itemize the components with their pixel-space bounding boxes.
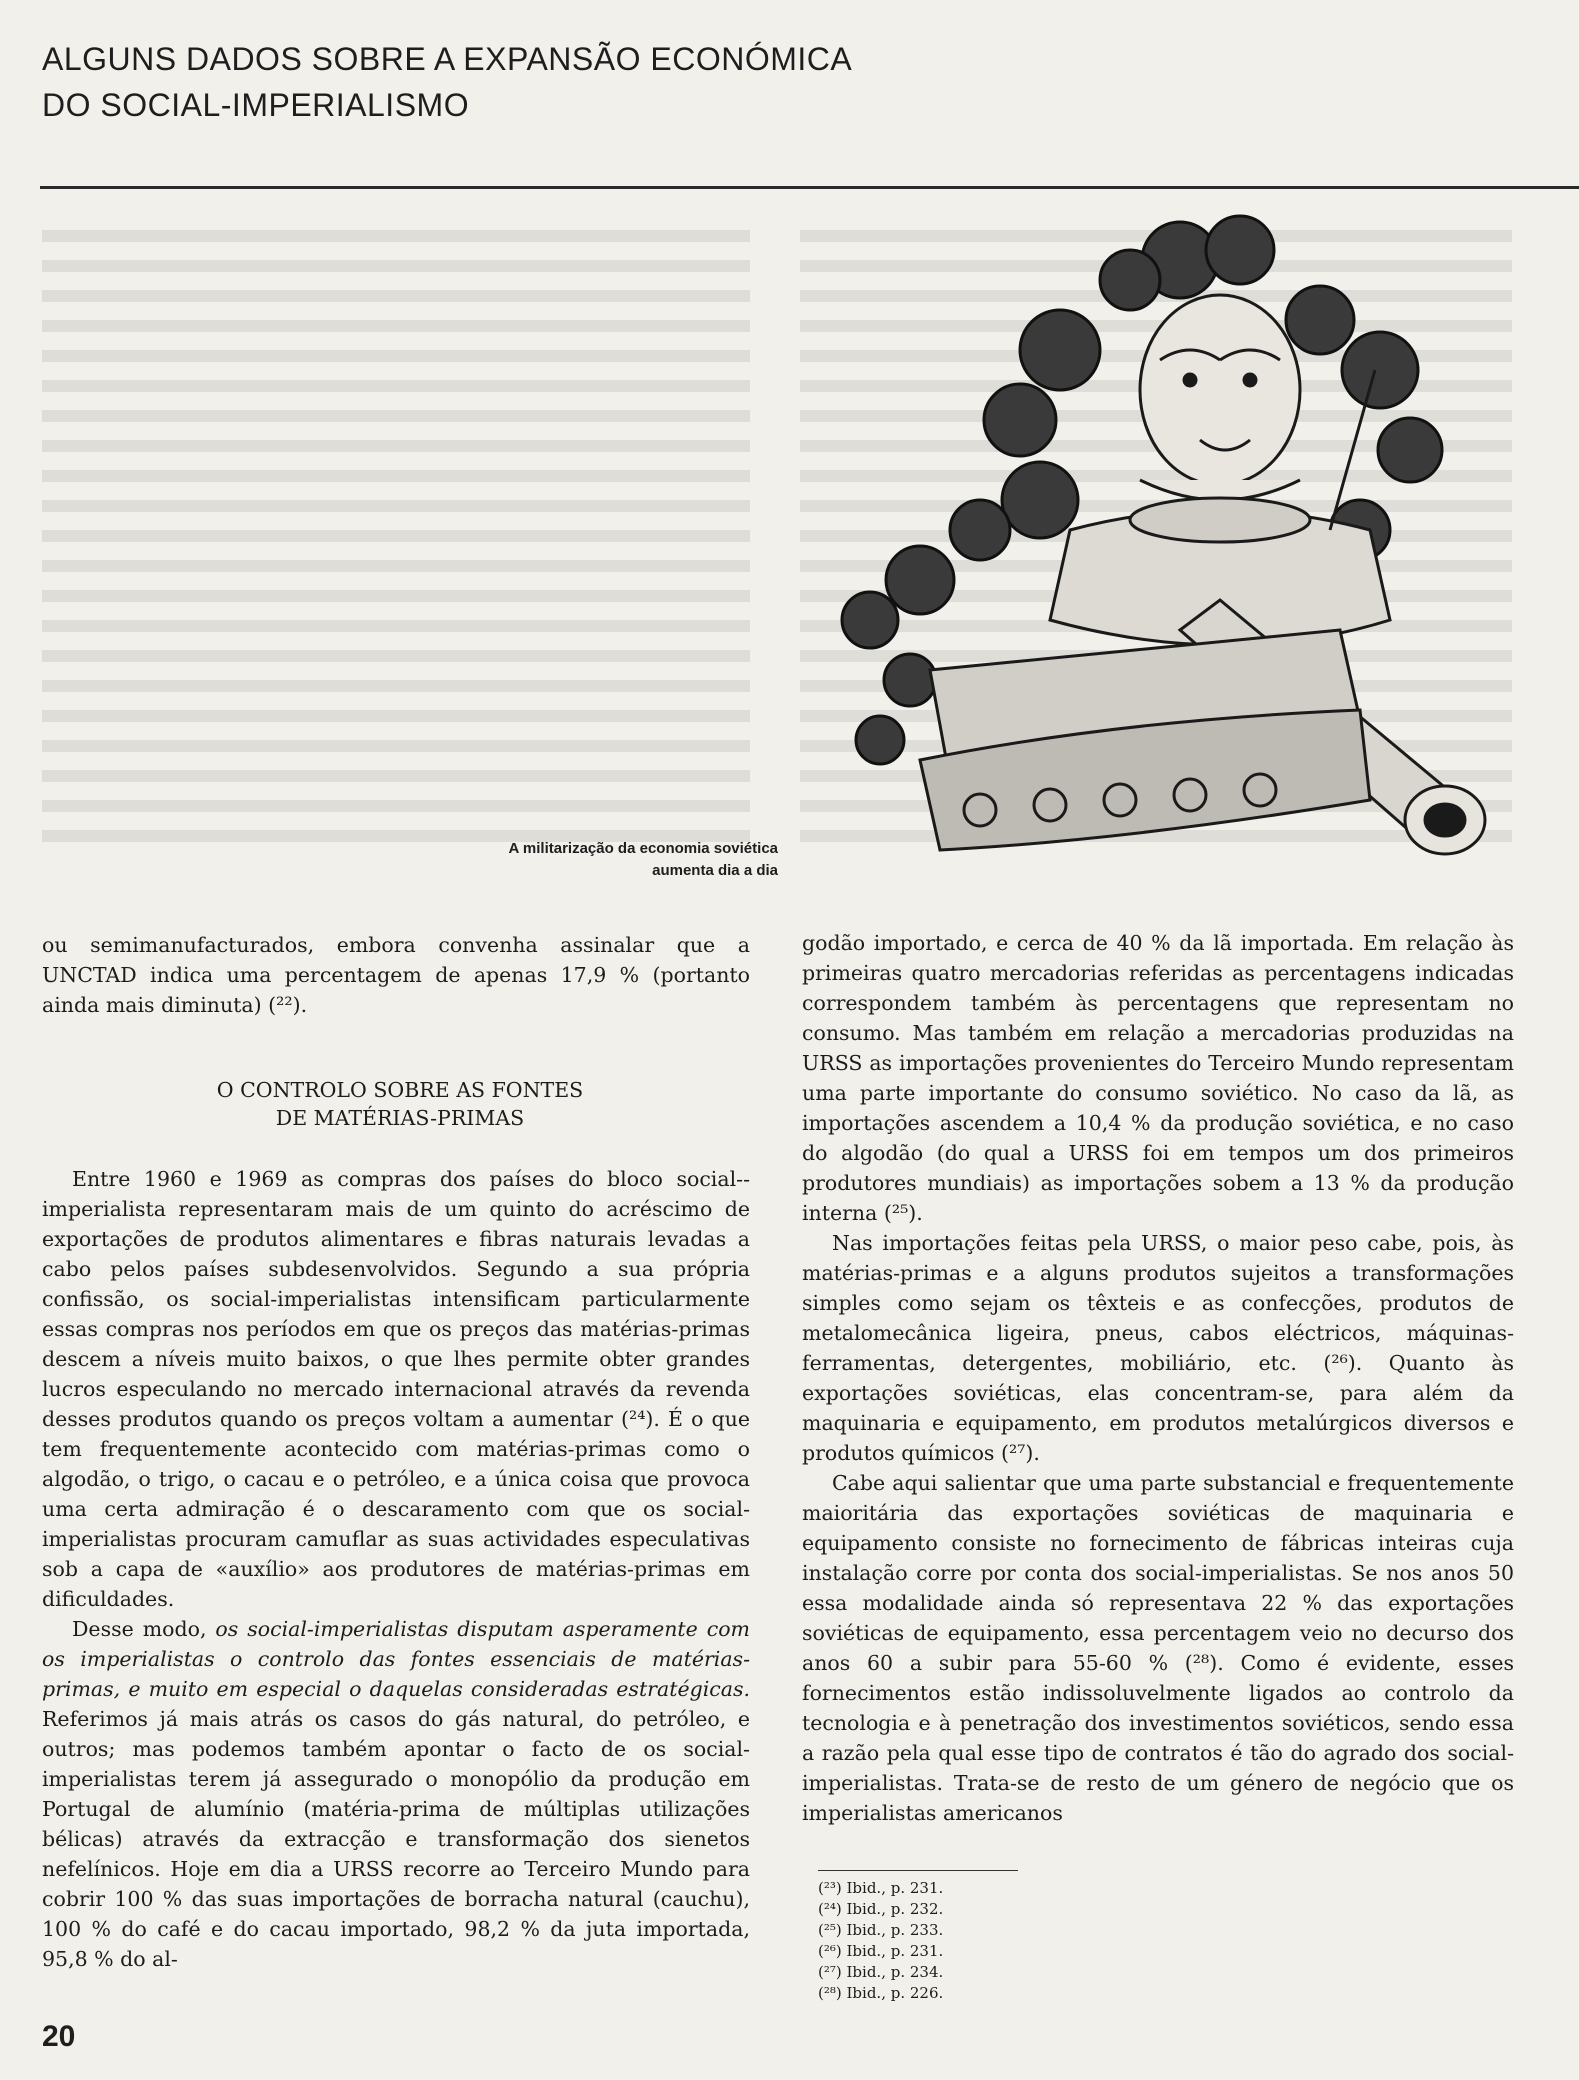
section-heading-line2: DE MATÉRIAS-PRIMAS	[275, 1106, 525, 1130]
caption-line2: aumenta dia a dia	[652, 862, 778, 879]
footnote: (²⁷) Ibid., p. 234.	[818, 1963, 944, 1981]
header-rule	[40, 186, 1579, 189]
header-title-line2: DO SOCIAL-IMPERIALISMO	[42, 87, 470, 123]
footnote-rule	[818, 1870, 1018, 1871]
paragraph: godão importado, e cerca de 40 % da lã importada. Em relação às primeiras quatro mercadorias referidas as percentagens indicadas correspondem também às percentagens que representam no consumo. Mas também em relação a mercadorias produzidas na URSS as importações provenientes do Terceiro Mundo representam uma parte importante do consumo soviético. No caso da lã, as importações ascendem a 10,4 % da produção soviética, e no caso do algodão (do qual a URSS foi em tempos um dos primeiros produtores mundiais) as importações sobem a 13 % da produção interna (²⁵).	[802, 931, 1514, 1225]
right-column-body	[802, 928, 1514, 1828]
section-heading	[80, 1076, 720, 1132]
figure-head	[1140, 295, 1300, 500]
section-heading-line1: O CONTROLO SOBRE AS FONTES	[216, 1078, 584, 1102]
footnote: (²³) Ibid., p. 231.	[818, 1879, 944, 1897]
paragraph-rest: Referimos já mais atrás os casos do gás natural, do petróleo, e outros; mas podemos também apontar o facto de os social-imperialistas terem já assegurado o monopólio da produção em Portugal de alumínio (matéria-prima de múltiplas utilizações bélicas) através da extracção e transformação dos sienetos nefelínicos. Hoje em dia a URSS recorre ao Terceiro Mundo para cobrir 100 % das suas importações de borracha natural (cauchu), 100 % do café e do cacau importado, 98,2 % da juta importada, 95,8 % do al-	[42, 1707, 750, 1971]
footnote: (²⁵) Ibid., p. 233.	[818, 1921, 944, 1939]
footnote: (²⁶) Ibid., p. 231.	[818, 1942, 944, 1960]
paragraph	[42, 1614, 750, 1974]
paragraph: Cabe aqui salientar que uma parte substancial e frequentemente maioritária das exportações soviéticas de maquinaria e equipamento consiste no fornecimento de fábricas inteiras cuja instalação corre por conta dos social-imperialistas. Se nos anos 50 essa modalidade ainda só representava 22 % das exportações soviéticas de equipamento, essa percentagem veio no decurso dos anos 60 a subir para 55-60 % (²⁸). Como é evidente, esses fornecimentos estão indissoluvelmente ligados ao controlo da tecnologia e à penetração dos investimentos soviéticos, sendo essa a razão pela qual esse tipo de contratos é tão do agrado dos social-imperialistas. Trata-se de resto de um género de negócio que os imperialistas americanos	[802, 1471, 1514, 1825]
left-column-top	[42, 930, 750, 1020]
paragraph: Nas importações feitas pela URSS, o maior peso cabe, pois, às matérias-primas e a alguns produtos sujeitos a transformações simples como sejam os têxteis e as confecções, produtos de metalomecânica ligeira, pneus, cabos eléctricos, máquinas-ferramentas, detergentes, mobiliário, etc. (²⁶). Quanto às exportações soviéticas, elas concentram-se, para além da maquinaria e equipamento, em produtos metalúrgicos diversos e produtos químicos (²⁷).	[802, 1231, 1514, 1465]
paragraph-lead: Desse modo,	[72, 1617, 216, 1641]
footnotes	[818, 1878, 1118, 2004]
paragraph-continued: ou semimanufacturados, embora convenha assinalar que a UNCTAD indica uma percentagem de apenas 17,9 % (portanto ainda mais diminuta) (²²).	[42, 933, 750, 1017]
left-column-body	[42, 1164, 750, 1974]
paragraph: Entre 1960 e 1969 as compras dos países do bloco social--imperialista representaram mais de um quinto do acréscimo de exportações de produtos alimentares e fibras naturais levadas a cabo pelos países subdesenvolvidos. Segundo a sua própria confissão, os social-imperialistas intensificam particularmente essas compras nos períodos em que os preços das matérias-primas descem a níveis muito baixos, o que lhes permite obter grandes lucros especulando no mercado internacional através da revenda desses produtos quando os preços voltam a aumentar (²⁴). É o que tem frequentemente acontecido com matérias-primas como o algodão, o trigo, o cacau e o petróleo, e a única coisa que provoca uma certa admiração é o descaramento com que os social-imperialistas procuram camuflar as suas actividades especulativas sob a capa de «auxílio» aos produtores de matérias-primas em dificuldades.	[42, 1167, 750, 1611]
tank-cartoon-illustration	[800, 200, 1560, 880]
show-through-texture	[42, 220, 750, 860]
page-header	[42, 36, 1192, 128]
footnote: (²⁴) Ibid., p. 232.	[818, 1900, 944, 1918]
header-title-line1: ALGUNS DADOS SOBRE A EXPANSÃO ECONÓMICA	[42, 41, 853, 77]
page-number: 20	[42, 2020, 76, 2053]
footnote: (²⁸) Ibid., p. 226.	[818, 1984, 944, 2002]
caption-line1: A militarização da economia soviética	[508, 840, 778, 857]
paragraph-emphasis: os social-imperialistas disputam asperamente com os imperialistas o controlo das fontes essenciais de matérias-primas, e muito em especial o daquelas consideradas estratégicas.	[42, 1617, 750, 1701]
illustration-caption	[360, 838, 778, 882]
